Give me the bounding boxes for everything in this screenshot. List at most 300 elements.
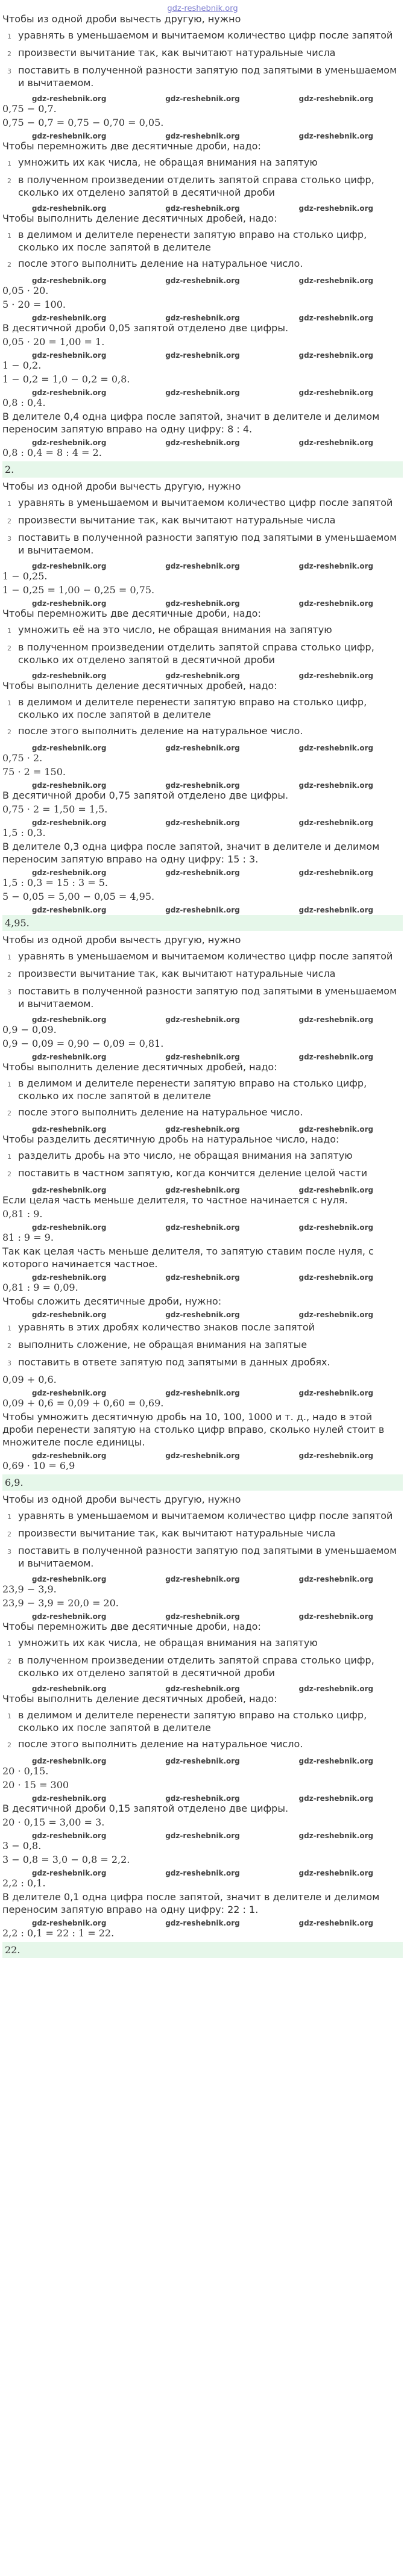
item-number: 2	[7, 261, 11, 269]
watermark-text: gdz-reshebnik.org	[165, 1575, 240, 1583]
watermark-text: gdz-reshebnik.org	[298, 744, 374, 752]
step-list	[2, 696, 403, 738]
step-list-item	[7, 46, 403, 60]
expr4: 2,2 : 0,1.	[2, 1877, 46, 1889]
step-list-item	[7, 496, 403, 510]
item-number: 1	[7, 1640, 11, 1648]
item-number: 2	[7, 1170, 11, 1178]
watermark-row	[2, 1387, 403, 1396]
watermark-text: gdz-reshebnik.org	[298, 1125, 374, 1134]
watermark-text: gdz-reshebnik.org	[298, 781, 374, 790]
watermark-text: gdz-reshebnik.org	[298, 672, 374, 680]
step-list	[2, 950, 403, 1010]
watermark-row	[2, 1014, 403, 1022]
step-list-item	[7, 1654, 403, 1679]
calc4: 0,69 · 10 = 6,9	[2, 1460, 75, 1471]
item-number: 2	[7, 177, 11, 185]
watermark-text: gdz-reshebnik.org	[31, 1612, 107, 1621]
watermark-text: gdz-reshebnik.org	[165, 1452, 240, 1460]
task-section	[2, 480, 403, 931]
item-number: 3	[7, 67, 11, 75]
subtraction-intro: Чтобы из одной дроби вычесть другую, нужно	[2, 13, 241, 25]
item-text: произвести вычитание так, как вычитают натуральные числа	[18, 1527, 336, 1539]
calc2a: 5 · 20 = 100.	[2, 299, 66, 310]
item-text: в полученном произведении отделить запятой справа столько цифр, сколько их отделено запятой в десятичной дроби	[18, 1654, 374, 1679]
watermark-text: gdz-reshebnik.org	[298, 1311, 374, 1319]
watermark-text: gdz-reshebnik.org	[31, 1794, 107, 1803]
expr1: 0,75 − 0,7.	[2, 103, 57, 114]
step-list	[2, 1149, 403, 1180]
step-list-item	[7, 228, 403, 254]
watermark-row	[2, 1792, 403, 1801]
subtraction-intro: Чтобы из одной дроби вычесть другую, нужно	[2, 934, 241, 946]
expr2: 0,05 · 20.	[2, 285, 49, 296]
division-intro: Чтобы выполнить деление десятичных дробей, надо:	[2, 213, 277, 224]
item-text: поставить в полученной разности запятую под запятыми в уменьшаемом и вычитаемом.	[18, 985, 397, 1009]
item-number: 2	[7, 1741, 11, 1749]
watermark-row	[2, 742, 403, 750]
watermark-text: gdz-reshebnik.org	[31, 1223, 107, 1232]
watermark-text: gdz-reshebnik.org	[165, 672, 240, 680]
watermark-text: gdz-reshebnik.org	[31, 599, 107, 608]
watermark-row	[2, 1830, 403, 1838]
watermark-text: gdz-reshebnik.org	[298, 1389, 374, 1397]
item-number: 1	[7, 953, 11, 961]
step-list	[2, 1077, 403, 1120]
calc2a: 75 · 2 = 150.	[2, 766, 66, 778]
item-text: поставить в полученной разности запятую под запятыми в уменьшаемом и вычитаемом.	[18, 532, 397, 556]
step-list-item	[7, 1321, 403, 1335]
watermark-row	[2, 1051, 403, 1059]
item-text: поставить в ответе запятую под запятыми в данных дробях.	[18, 1356, 330, 1368]
step-list-item	[7, 173, 403, 199]
step-list-item	[7, 1106, 403, 1120]
note-zero: Если целая часть меньше делителя, то частное начинается с нуля.	[2, 1194, 348, 1206]
watermark-text: gdz-reshebnik.org	[31, 1757, 107, 1765]
item-number: 2	[7, 1530, 11, 1538]
item-number: 1	[7, 500, 11, 508]
watermark-text: gdz-reshebnik.org	[31, 562, 107, 570]
calc4: 1,5 : 0,3 = 15 : 3 = 5.	[2, 877, 108, 888]
item-text: уравнять в уменьшаемом и вычитаемом количество цифр после запятой	[18, 497, 393, 508]
task-section	[2, 934, 403, 1491]
watermark-text: gdz-reshebnik.org	[31, 388, 107, 397]
division-intro: Чтобы выполнить деление десятичных дробей, надо:	[2, 1061, 277, 1073]
item-text: в делимом и делителе перенести запятую вправо на столько цифр, сколько их после запятой в делителе	[18, 1077, 367, 1102]
calc3: 3 − 0,8 = 3,0 − 0,8 = 2,2.	[2, 1854, 130, 1865]
item-text: в полученном произведении отделить запятой справа столько цифр, сколько их отделено запятой в десятичной дроби	[18, 641, 374, 666]
step-list-item	[7, 950, 403, 964]
watermark-text: gdz-reshebnik.org	[298, 388, 374, 397]
watermark-text: gdz-reshebnik.org	[298, 1685, 374, 1693]
item-text: умножить их как числа, не обращая внимания на запятую	[18, 157, 318, 168]
watermark-text: gdz-reshebnik.org	[165, 1685, 240, 1693]
step-list-item	[7, 1077, 403, 1102]
step-list-item	[7, 1167, 403, 1180]
step-list-item	[7, 1527, 403, 1541]
calc5: 5 − 0,05 = 5,00 − 0,05 = 4,95.	[2, 891, 155, 902]
item-text: произвести вычитание так, как вычитают натуральные числа	[18, 968, 336, 979]
item-text: поставить в частном запятую, когда кончится деление целой части	[18, 1167, 368, 1179]
watermark-text: gdz-reshebnik.org	[165, 781, 240, 790]
watermark-row	[2, 597, 403, 606]
item-number: 3	[7, 1548, 11, 1556]
step-list-item	[7, 1636, 403, 1650]
watermark-text: gdz-reshebnik.org	[31, 869, 107, 877]
step-list-item	[7, 1709, 403, 1734]
watermark-row	[2, 1184, 403, 1193]
watermark-text: gdz-reshebnik.org	[165, 562, 240, 570]
item-text: поставить в полученной разности запятую под запятыми в уменьшаемом и вычитаемом.	[18, 64, 397, 89]
item-number: 1	[7, 627, 11, 635]
item-text: после этого выполнить деление на натуральное число.	[18, 1106, 303, 1118]
watermark-text: gdz-reshebnik.org	[298, 1919, 374, 1927]
watermark-row	[2, 130, 403, 139]
expr1: 23,9 − 3,9.	[2, 1583, 57, 1595]
subtraction-intro: Чтобы из одной дроби вычесть другую, нужно	[2, 1494, 241, 1505]
watermark-text: gdz-reshebnik.org	[165, 1273, 240, 1282]
item-text: уравнять в уменьшаемом и вычитаемом количество цифр после запятой	[18, 30, 393, 41]
note4: В делителе 0,4 одна цифра после запятой, значит в делителе и делимом переносим запятую вправо на одну цифру: 8 : 4.	[2, 411, 380, 435]
item-number: 2	[7, 971, 11, 979]
watermark-text: gdz-reshebnik.org	[31, 132, 107, 140]
watermark-text: gdz-reshebnik.org	[31, 1869, 107, 1877]
note2: В десятичной дроби 0,75 запятой отделено две цифры.	[2, 790, 289, 801]
watermark-row	[2, 93, 403, 101]
calc2b: 20 · 0,15 = 3,00 = 3.	[2, 1817, 105, 1828]
item-number: 1	[7, 1324, 11, 1332]
item-number: 1	[7, 699, 11, 707]
watermark-text: gdz-reshebnik.org	[31, 276, 107, 285]
step-list-item	[7, 1149, 403, 1163]
step-list-item	[7, 1509, 403, 1523]
step-list	[2, 156, 403, 199]
watermark-text: gdz-reshebnik.org	[31, 1053, 107, 1061]
step-list-item	[7, 531, 403, 557]
addition-intro: Чтобы сложить десятичные дроби, нужно:	[2, 1296, 222, 1307]
watermark-text: gdz-reshebnik.org	[31, 351, 107, 360]
step-list	[2, 496, 403, 557]
item-number: 1	[7, 1712, 11, 1720]
watermark-text: gdz-reshebnik.org	[298, 351, 374, 360]
watermark-text: gdz-reshebnik.org	[165, 1832, 240, 1840]
multiplication-intro: Чтобы перемножить две десятичные дроби, надо:	[2, 1621, 261, 1632]
calc3: 0,09 + 0,6 = 0,09 + 0,60 = 0,69.	[2, 1397, 164, 1409]
multiplication-intro: Чтобы перемножить две десятичные дроби, надо:	[2, 608, 261, 619]
item-number: 1	[7, 160, 11, 167]
item-number: 2	[7, 1658, 11, 1665]
watermark-text: gdz-reshebnik.org	[298, 1832, 374, 1840]
watermark-text: gdz-reshebnik.org	[298, 95, 374, 103]
watermark-row	[2, 560, 403, 569]
watermark-text: gdz-reshebnik.org	[298, 869, 374, 877]
watermark-text: gdz-reshebnik.org	[298, 1575, 374, 1583]
watermark-text: gdz-reshebnik.org	[298, 906, 374, 914]
step-list	[2, 228, 403, 271]
watermark-text: gdz-reshebnik.org	[31, 1389, 107, 1397]
watermark-row	[2, 312, 403, 320]
watermark-text: gdz-reshebnik.org	[165, 1389, 240, 1397]
watermark-text: gdz-reshebnik.org	[165, 1015, 240, 1024]
item-number: 3	[7, 988, 11, 996]
step-list-item	[7, 696, 403, 721]
item-number: 2	[7, 1109, 11, 1117]
step-list-item	[7, 1338, 403, 1352]
watermark-text: gdz-reshebnik.org	[165, 276, 240, 285]
watermark-text: gdz-reshebnik.org	[165, 1919, 240, 1927]
watermark-text: gdz-reshebnik.org	[31, 1919, 107, 1927]
watermark-text: gdz-reshebnik.org	[31, 672, 107, 680]
answer-line: 22.	[2, 1942, 403, 1958]
watermark-text: gdz-reshebnik.org	[165, 1223, 240, 1232]
step-list-item	[7, 514, 403, 528]
calc3: 1 − 0,2 = 1,0 − 0,2 = 0,8.	[2, 373, 130, 385]
expr3: 1 − 0,2.	[2, 360, 42, 371]
calc4: 0,8 : 0,4 = 8 : 4 = 2.	[2, 447, 102, 458]
watermark-text: gdz-reshebnik.org	[165, 906, 240, 914]
watermark-text: gdz-reshebnik.org	[165, 1612, 240, 1621]
natural-div-intro: Чтобы разделить десятичную дробь на натуральное число, надо:	[2, 1134, 339, 1145]
item-text: в делимом и делителе перенести запятую вправо на столько цифр, сколько их после запятой в делителе	[18, 229, 367, 253]
watermark-text: gdz-reshebnik.org	[165, 1869, 240, 1877]
watermark-text: gdz-reshebnik.org	[165, 1311, 240, 1319]
expr4: 1,5 : 0,3.	[2, 827, 46, 838]
watermark-row	[2, 1573, 403, 1582]
watermark-text: gdz-reshebnik.org	[31, 95, 107, 103]
expr2: 0,75 · 2.	[2, 752, 43, 764]
step-list	[2, 1509, 403, 1570]
item-number: 1	[7, 33, 11, 40]
step-list-item	[7, 257, 403, 271]
watermark-text: gdz-reshebnik.org	[165, 1186, 240, 1194]
calc2b: 0,75 · 2 = 1,50 = 1,5.	[2, 803, 108, 815]
item-text: после этого выполнить деление на натуральное число.	[18, 1738, 303, 1750]
answer-line: 6,9.	[2, 1474, 403, 1491]
step-list-item	[7, 967, 403, 981]
expr2: 20 · 0,15.	[2, 1765, 49, 1777]
expr3: 0,09 + 0,6.	[2, 1374, 57, 1385]
watermark-text: gdz-reshebnik.org	[165, 314, 240, 322]
step-list-item	[7, 1356, 403, 1370]
item-number: 1	[7, 1153, 11, 1161]
calc1: 1 − 0,25 = 1,00 − 0,25 = 0,75.	[2, 584, 155, 596]
item-text: после этого выполнить деление на натуральное число.	[18, 725, 303, 737]
mult10-intro: Чтобы умножить десятичную дробь на 10, 100, 1000 и т. д., надо в этой дроби перенести запятую на столько цифр вправо, сколько нулей стоит в множителе после единицы.	[2, 1411, 385, 1448]
watermark-text: gdz-reshebnik.org	[165, 1053, 240, 1061]
expr4: 0,8 : 0,4.	[2, 397, 46, 408]
item-text: в делимом и делителе перенести запятую вправо на столько цифр, сколько их после запятой в делителе	[18, 696, 367, 720]
watermark-row	[2, 867, 403, 875]
watermark-row	[2, 817, 403, 825]
watermark-text: gdz-reshebnik.org	[165, 388, 240, 397]
watermark-row	[2, 275, 403, 283]
watermark-text: gdz-reshebnik.org	[298, 204, 374, 213]
note2: Так как целая часть меньше делителя, то запятую ставим после нуля, с которого начинается частное.	[2, 1246, 374, 1270]
watermark-text: gdz-reshebnik.org	[31, 1685, 107, 1693]
item-number: 2	[7, 728, 11, 736]
watermark-text: gdz-reshebnik.org	[298, 438, 374, 447]
step-list-item	[7, 725, 403, 738]
watermark-row	[2, 387, 403, 395]
watermark-row	[2, 1917, 403, 1926]
expr1: 1 − 0,25.	[2, 570, 48, 582]
calc1: 0,75 − 0,7 = 0,75 − 0,70 = 0,05.	[2, 117, 164, 128]
watermark-text: gdz-reshebnik.org	[298, 1757, 374, 1765]
watermark-text: gdz-reshebnik.org	[165, 869, 240, 877]
watermark-text: gdz-reshebnik.org	[165, 204, 240, 213]
watermark-text: gdz-reshebnik.org	[165, 1757, 240, 1765]
watermark-row	[2, 670, 403, 678]
watermark-text: gdz-reshebnik.org	[31, 819, 107, 827]
watermark-text: gdz-reshebnik.org	[165, 351, 240, 360]
watermark-text: gdz-reshebnik.org	[31, 1832, 107, 1840]
watermark-text: gdz-reshebnik.org	[298, 1452, 374, 1460]
watermark-text: gdz-reshebnik.org	[31, 1575, 107, 1583]
watermark-text: gdz-reshebnik.org	[31, 204, 107, 213]
watermark-text: gdz-reshebnik.org	[31, 906, 107, 914]
watermark-text: gdz-reshebnik.org	[165, 132, 240, 140]
item-text: уравнять в этих дробях количество знаков после запятой	[18, 1321, 315, 1333]
watermark-row	[2, 1755, 403, 1764]
watermark-text: gdz-reshebnik.org	[165, 819, 240, 827]
item-number: 2	[7, 1342, 11, 1350]
watermark-row	[2, 779, 403, 788]
watermark-row	[2, 1309, 403, 1317]
subtraction-intro: Чтобы из одной дроби вычесть другую, нужно	[2, 481, 241, 492]
item-number: 3	[7, 1359, 11, 1367]
watermark-text: gdz-reshebnik.org	[298, 1053, 374, 1061]
watermark-row	[2, 202, 403, 211]
task-section	[2, 1493, 403, 1958]
step-list-item	[7, 623, 403, 637]
watermark-row	[2, 349, 403, 358]
multiplication-intro: Чтобы перемножить две десятичные дроби, надо:	[2, 140, 261, 152]
note4: В делителе 0,3 одна цифра после запятой, значит в делителе и делимом переносим запятую вправо на одну цифру: 15 : 3.	[2, 841, 380, 865]
calc2b: 0,05 · 20 = 1,00 = 1.	[2, 336, 105, 348]
expr3: 3 − 0,8.	[2, 1840, 42, 1851]
item-text: уравнять в уменьшаемом и вычитаемом количество цифр после запятой	[18, 1510, 393, 1521]
watermark-text: gdz-reshebnik.org	[298, 1612, 374, 1621]
task-section	[2, 13, 403, 478]
item-number: 2	[7, 644, 11, 652]
watermark-text: gdz-reshebnik.org	[31, 314, 107, 322]
item-text: поставить в полученной разности запятую под запятыми в уменьшаемом и вычитаемом.	[18, 1545, 397, 1569]
calc1: 23,9 − 3,9 = 20,0 = 20.	[2, 1597, 119, 1609]
step-list	[2, 1321, 403, 1370]
item-text: уравнять в уменьшаемом и вычитаемом количество цифр после запятой	[18, 950, 393, 962]
watermark-text: gdz-reshebnik.org	[165, 1794, 240, 1803]
watermark-text: gdz-reshebnik.org	[298, 1869, 374, 1877]
item-number: 2	[7, 50, 11, 58]
item-number: 1	[7, 232, 11, 240]
watermark-text: gdz-reshebnik.org	[31, 1311, 107, 1319]
watermark-text: gdz-reshebnik.org	[31, 744, 107, 752]
watermark-row	[2, 1221, 403, 1230]
step-list	[2, 1709, 403, 1751]
item-number: 2	[7, 517, 11, 525]
watermark-text: gdz-reshebnik.org	[298, 819, 374, 827]
item-text: в полученном произведении отделить запятой справа столько цифр, сколько их отделено запятой в десятичной дроби	[18, 174, 374, 198]
calc1: 0,9 − 0,09 = 0,90 − 0,09 = 0,81.	[2, 1038, 164, 1049]
watermark-row	[2, 1123, 403, 1132]
watermark-text: gdz-reshebnik.org	[298, 1273, 374, 1282]
watermark-row	[2, 1271, 403, 1280]
watermark-text: gdz-reshebnik.org	[31, 438, 107, 447]
watermark-text: gdz-reshebnik.org	[31, 1125, 107, 1134]
solutions-content	[2, 13, 403, 1958]
expr2: 0,81 : 9.	[2, 1208, 43, 1220]
watermark-row	[2, 1450, 403, 1458]
note4: В делителе 0,1 одна цифра после запятой, значит в делителе и делимом переносим запятую вправо на одну цифру: 22 : 1.	[2, 1891, 380, 1915]
division-intro: Чтобы выполнить деление десятичных дробей, надо:	[2, 1693, 277, 1704]
step-list-item	[7, 156, 403, 170]
site-banner[interactable]	[2, 0, 403, 11]
watermark-text: gdz-reshebnik.org	[298, 562, 374, 570]
item-text: умножить их как числа, не обращая внимания на запятую	[18, 1637, 318, 1648]
step-list-item	[7, 64, 403, 89]
step-list-item	[7, 1738, 403, 1751]
watermark-row	[2, 437, 403, 445]
division-intro: Чтобы выполнить деление десятичных дробей, надо:	[2, 680, 277, 691]
item-number: 1	[7, 1513, 11, 1521]
watermark-row	[2, 1611, 403, 1619]
watermark-text: gdz-reshebnik.org	[298, 1794, 374, 1803]
watermark-text: gdz-reshebnik.org	[165, 744, 240, 752]
item-text: после этого выполнить деление на натуральное число.	[18, 258, 303, 269]
item-text: разделить дробь на это число, не обращая внимания на запятую	[18, 1150, 353, 1161]
watermark-text: gdz-reshebnik.org	[165, 438, 240, 447]
watermark-text: gdz-reshebnik.org	[298, 599, 374, 608]
step-list	[2, 1636, 403, 1679]
note2: В десятичной дроби 0,05 запятой отделено две цифры.	[2, 322, 289, 334]
calc4: 2,2 : 0,1 = 22 : 1 = 22.	[2, 1927, 115, 1939]
item-number: 3	[7, 535, 11, 543]
watermark-text: gdz-reshebnik.org	[31, 781, 107, 790]
item-text: выполнить сложение, не обращая внимания на запятые	[18, 1339, 308, 1350]
answer-line: 2.	[2, 461, 403, 478]
site-link[interactable]: gdz-reshebnik.org	[167, 4, 238, 13]
watermark-text: gdz-reshebnik.org	[31, 1452, 107, 1460]
watermark-row	[2, 904, 403, 912]
calc2a: 81 : 9 = 9.	[2, 1232, 54, 1243]
step-list-item	[7, 641, 403, 666]
answer-line: 4,95.	[2, 915, 403, 931]
watermark-text: gdz-reshebnik.org	[298, 1223, 374, 1232]
watermark-text: gdz-reshebnik.org	[165, 95, 240, 103]
item-text: в делимом и делителе перенести запятую вправо на столько цифр, сколько их после запятой в делителе	[18, 1709, 367, 1733]
watermark-row	[2, 1867, 403, 1876]
expr1: 0,9 − 0,09.	[2, 1024, 57, 1035]
watermark-text: gdz-reshebnik.org	[165, 599, 240, 608]
step-list	[2, 29, 403, 89]
step-list-item	[7, 985, 403, 1010]
watermark-text: gdz-reshebnik.org	[298, 1015, 374, 1024]
watermark-text: gdz-reshebnik.org	[31, 1015, 107, 1024]
step-list-item	[7, 1544, 403, 1570]
item-number: 1	[7, 1081, 11, 1088]
watermark-text: gdz-reshebnik.org	[31, 1273, 107, 1282]
step-list	[2, 623, 403, 666]
item-text: произвести вычитание так, как вычитают натуральные числа	[18, 514, 336, 526]
watermark-text: gdz-reshebnik.org	[298, 314, 374, 322]
calc2b: 0,81 : 9 = 0,09.	[2, 1282, 78, 1293]
note2: В десятичной дроби 0,15 запятой отделено две цифры.	[2, 1803, 289, 1814]
item-text: умножить её на это число, не обращая внимания на запятую	[18, 624, 332, 635]
step-list-item	[7, 29, 403, 43]
calc2a: 20 · 15 = 300	[2, 1779, 69, 1791]
watermark-row	[2, 1683, 403, 1691]
item-text: произвести вычитание так, как вычитают натуральные числа	[18, 47, 336, 58]
